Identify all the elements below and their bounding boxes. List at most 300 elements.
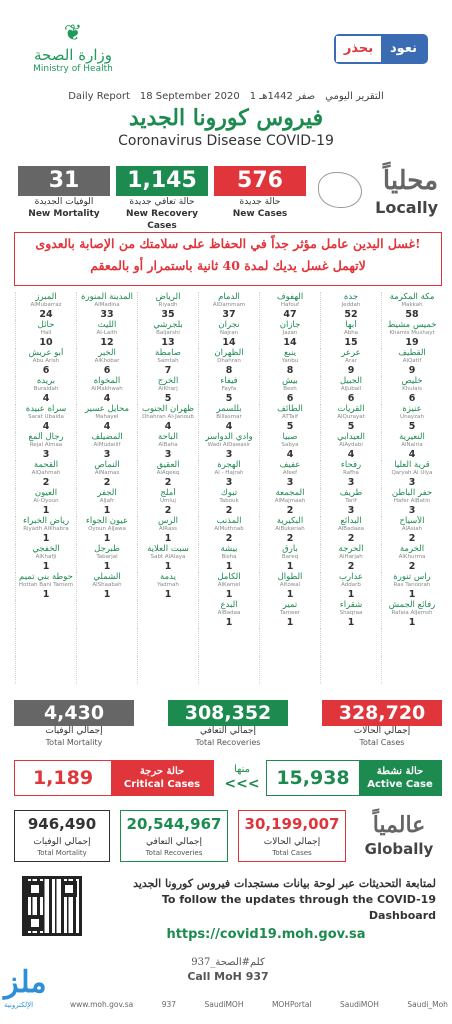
city-case-count: 1 bbox=[225, 561, 233, 572]
city-case-count: 4 bbox=[103, 421, 111, 432]
city-case-count bbox=[77, 617, 137, 628]
city-name-ar: رفائع الجمش bbox=[388, 600, 436, 610]
city-cell bbox=[198, 320, 259, 348]
city-cell bbox=[15, 516, 76, 544]
city-column bbox=[198, 292, 259, 684]
city-name-en: Sarat Ubaida bbox=[28, 414, 64, 420]
city-case-count: 2 bbox=[164, 505, 172, 516]
header bbox=[0, 0, 452, 90]
global-stats bbox=[14, 810, 442, 866]
city-name-ar: عرعر bbox=[341, 348, 361, 358]
city-name-en: Unayzah bbox=[400, 414, 424, 420]
city-case-count: 12 bbox=[100, 337, 114, 348]
city-cell bbox=[137, 292, 198, 320]
city-name-ar: أبها bbox=[345, 320, 357, 330]
new-recoveries-label-ar: حالة تعافي جديدة bbox=[129, 197, 195, 207]
social-links bbox=[70, 1000, 448, 1009]
city-name-en: AlJafr bbox=[99, 498, 115, 504]
city-name-en: AlRass bbox=[158, 526, 178, 532]
city-case-count: 3 bbox=[225, 477, 233, 488]
total-cases-box bbox=[322, 700, 442, 748]
city-name-ar: طريف bbox=[339, 488, 363, 498]
city-name-en: AlMubarraz bbox=[30, 302, 62, 308]
palm-swords-icon: ❦ bbox=[63, 21, 83, 46]
city-name-ar: المدينة المنورة bbox=[81, 292, 133, 302]
city-case-count: 8 bbox=[225, 365, 233, 376]
city-name-en: AlAqeeq bbox=[156, 470, 180, 476]
city-name-en: AlMudailif bbox=[93, 442, 121, 448]
city-case-count: 1 bbox=[103, 589, 111, 600]
city-name-en bbox=[321, 638, 381, 645]
city-cell bbox=[137, 516, 198, 544]
city-name-ar: النعيرية bbox=[399, 432, 425, 442]
global-mortality-label-en: Total Mortality bbox=[37, 849, 87, 857]
city-column bbox=[137, 292, 198, 684]
city-case-count: 5 bbox=[347, 421, 355, 432]
city-case-count: 15 bbox=[344, 337, 358, 348]
city-name-ar bbox=[382, 628, 442, 638]
city-case-count bbox=[16, 645, 76, 656]
moh-logo bbox=[18, 22, 128, 80]
new-recoveries-box bbox=[116, 166, 208, 231]
city-name-ar: بلجرشي bbox=[153, 320, 183, 330]
slogan-badge bbox=[334, 34, 428, 64]
city-cell bbox=[137, 460, 198, 488]
global-mortality-label-ar: إجمالي الوفيات bbox=[33, 837, 91, 847]
city-name-en: Dhahran Al-Janoub bbox=[142, 414, 194, 420]
city-name-ar: تمير bbox=[282, 600, 298, 610]
city-name-en: AlDammam bbox=[212, 302, 246, 308]
city-name-en: AlKhobar bbox=[94, 358, 120, 364]
city-name-ar: الخرج bbox=[157, 376, 179, 386]
city-name-en: Jeddah bbox=[341, 302, 361, 308]
report-label-en: Daily Report bbox=[68, 91, 130, 102]
city-cell bbox=[259, 376, 320, 404]
total-mortality-value: 4,430 bbox=[14, 700, 134, 726]
city-cell bbox=[259, 292, 320, 320]
city-name-ar: الكامل bbox=[217, 572, 241, 582]
city-name-ar: القريات bbox=[337, 404, 365, 414]
city-name-en: AlAsiah bbox=[401, 526, 423, 532]
city-name-en: Tameer bbox=[279, 610, 301, 616]
city-name-en: Al - Hajrah bbox=[214, 470, 244, 476]
total-recoveries-label-en: Total Recoveries bbox=[195, 738, 261, 747]
locally-label-en: Locally bbox=[375, 198, 438, 217]
city-cell bbox=[381, 572, 442, 600]
city-cell bbox=[198, 432, 259, 460]
city-case-count: 6 bbox=[347, 393, 355, 404]
city-name-en bbox=[138, 638, 198, 645]
city-case-count: 3 bbox=[408, 505, 416, 516]
city-cell bbox=[198, 292, 259, 320]
city-name-ar: المبرز bbox=[35, 292, 57, 302]
city-name-en bbox=[138, 610, 198, 617]
city-cell bbox=[259, 320, 320, 348]
city-case-count: 6 bbox=[103, 365, 111, 376]
city-case-count: 1 bbox=[164, 533, 172, 544]
city-name-en bbox=[199, 666, 259, 673]
city-case-count: 5 bbox=[164, 393, 172, 404]
report-titles bbox=[0, 90, 452, 150]
city-name-ar: خميس مشيط bbox=[387, 320, 437, 330]
city-name-ar: عفيف bbox=[279, 460, 301, 470]
city-name-ar: طبرجل bbox=[94, 544, 120, 554]
city-case-count: 1 bbox=[42, 589, 50, 600]
city-name-en: Al-Laith bbox=[96, 330, 118, 336]
city-name-en: Shaqraa bbox=[339, 610, 363, 616]
slogan-part1: نعود bbox=[381, 36, 426, 62]
city-cell bbox=[381, 656, 442, 684]
city-name-ar: مكة المكرمة bbox=[389, 292, 435, 302]
social-link[interactable]: 937 bbox=[161, 1000, 177, 1009]
city-case-count: 1 bbox=[286, 561, 294, 572]
city-name-ar: بريدة bbox=[36, 376, 56, 386]
city-name-en: AlHarjah bbox=[339, 554, 363, 560]
city-cell bbox=[15, 432, 76, 460]
locally-label-ar: محلياً bbox=[382, 166, 438, 196]
city-name-ar: العيدابي bbox=[337, 432, 365, 442]
city-case-count: 3 bbox=[225, 449, 233, 460]
social-link[interactable]: SaudiMOH bbox=[339, 1000, 379, 1009]
city-name-ar: الهفوف bbox=[276, 292, 304, 302]
city-name-en bbox=[382, 638, 442, 645]
city-name-en: Rafaia AlJemsh bbox=[391, 610, 433, 616]
city-case-count: 24 bbox=[39, 309, 53, 320]
city-case-count: 52 bbox=[344, 309, 358, 320]
city-cell bbox=[137, 432, 198, 460]
city-name-en: Arar bbox=[345, 358, 357, 364]
city-case-count: 47 bbox=[283, 309, 297, 320]
city-cell bbox=[76, 404, 137, 432]
global-recoveries-box bbox=[120, 810, 228, 862]
dashboard-section bbox=[14, 874, 442, 950]
local-stats bbox=[18, 166, 442, 231]
city-name-ar: الجبيل bbox=[339, 376, 362, 386]
city-name-ar: القطيف bbox=[398, 348, 426, 358]
city-cell bbox=[137, 628, 198, 656]
city-case-count: 1 bbox=[42, 533, 50, 544]
city-cell bbox=[320, 516, 381, 544]
city-cell bbox=[259, 628, 320, 656]
city-name-ar: القحمة bbox=[33, 460, 59, 470]
dashboard-text-en: To follow the updates through the COVID-19 Dashboard bbox=[161, 893, 436, 922]
city-case-count: 2 bbox=[347, 533, 355, 544]
global-recoveries-label-en: Total Recoveries bbox=[145, 849, 203, 857]
city-case-count: 4 bbox=[42, 393, 50, 404]
city-name-en: Hail bbox=[40, 330, 52, 336]
qr-corner-icon bbox=[27, 881, 43, 897]
report-date-row bbox=[0, 90, 452, 104]
city-case-count: 9 bbox=[408, 365, 416, 376]
city-case-count: 35 bbox=[161, 309, 175, 320]
city-name-ar: المضيلف bbox=[91, 432, 123, 442]
city-name-en: Abha bbox=[343, 330, 359, 336]
city-case-count: 1 bbox=[103, 533, 111, 544]
city-cell bbox=[259, 600, 320, 628]
city-name-en: AlKamel bbox=[217, 582, 241, 588]
from-them-label: منها bbox=[233, 764, 251, 775]
global-recoveries-label-ar: إجمالي التعافي bbox=[146, 837, 202, 847]
from-them-indicator bbox=[222, 764, 262, 792]
city-name-ar: بيش bbox=[282, 376, 298, 386]
city-cell bbox=[137, 600, 198, 628]
total-cases-label-ar: إجمالي الحالات bbox=[353, 726, 411, 736]
city-cell bbox=[320, 320, 381, 348]
city-case-count: 14 bbox=[283, 337, 297, 348]
city-name-ar: الأسياح bbox=[399, 516, 425, 526]
city-name-en: AlBaha bbox=[158, 442, 178, 448]
city-name-ar: الطوال bbox=[277, 572, 303, 582]
city-name-ar bbox=[16, 656, 76, 666]
active-cases-label bbox=[359, 761, 441, 795]
city-case-count: 6 bbox=[408, 393, 416, 404]
city-case-count: 6 bbox=[286, 393, 294, 404]
city-name-ar bbox=[138, 628, 198, 638]
city-name-ar: محايل عسير bbox=[84, 404, 130, 414]
global-cases-label-ar: إجمالي الحالات bbox=[263, 837, 321, 847]
city-name-ar: أبو عريش bbox=[28, 348, 64, 358]
critical-cases-label bbox=[111, 761, 213, 795]
city-cell bbox=[259, 656, 320, 684]
city-name-en: Wadi AlDawasir bbox=[207, 442, 251, 448]
city-name-ar: صبيا bbox=[282, 432, 298, 442]
city-name-en bbox=[382, 666, 442, 673]
city-name-en bbox=[260, 638, 320, 645]
city-cell bbox=[381, 544, 442, 572]
city-name-en: AlNairia bbox=[401, 442, 423, 448]
social-link[interactable]: MOHPortal bbox=[271, 1000, 312, 1009]
city-column bbox=[381, 292, 442, 684]
city-cell bbox=[320, 376, 381, 404]
city-column bbox=[15, 292, 76, 684]
city-case-count: 58 bbox=[405, 309, 419, 320]
city-name-en: AlAydabi bbox=[339, 442, 363, 448]
social-link[interactable]: Saudi_Moh bbox=[407, 1000, 448, 1009]
city-cell bbox=[381, 432, 442, 460]
city-cell bbox=[15, 292, 76, 320]
city-name-en bbox=[77, 666, 137, 673]
city-cell bbox=[381, 320, 442, 348]
dashboard-url-link[interactable]: https://covid19.moh.gov.sa bbox=[166, 927, 366, 942]
city-cell bbox=[320, 488, 381, 516]
city-case-count: 33 bbox=[100, 309, 114, 320]
city-case-count: 2 bbox=[103, 477, 111, 488]
city-name-en: Rafha bbox=[343, 470, 359, 476]
new-mortality-label-ar: الوفيات الجديدة bbox=[34, 197, 94, 207]
globally-label-ar: عالمياً bbox=[372, 812, 426, 838]
city-case-count: 2 bbox=[42, 477, 50, 488]
city-name-ar bbox=[260, 656, 320, 666]
city-cell bbox=[259, 544, 320, 572]
city-case-count: 5 bbox=[408, 421, 416, 432]
banner-line-1: غسل اليدين عامل مؤثر جداً في الحفاظ على سلامتك من الإصابة بالعدوى! bbox=[35, 236, 421, 251]
city-name-ar: خليص bbox=[401, 376, 423, 386]
city-name-en: Rejal Almaa bbox=[29, 442, 63, 448]
city-name-ar: عيون الجواء bbox=[85, 516, 129, 526]
city-name-en: AlQahmah bbox=[31, 470, 61, 476]
news-site-logo bbox=[4, 966, 70, 1020]
city-name-ar: سراة عبيدة bbox=[25, 404, 67, 414]
city-name-en: AlKharj bbox=[158, 386, 178, 392]
new-cases-label-en: New Cases bbox=[232, 209, 288, 219]
city-name-en: Samtah bbox=[157, 358, 179, 364]
city-name-en: Oyoun AlJawa bbox=[88, 526, 126, 532]
chevrons-left-icon: <<< bbox=[224, 776, 260, 792]
dashboard-text-ar: لمتابعة التحديثات عبر لوحة بيانات مستجدات فيروس كورونا الجديد bbox=[133, 877, 436, 890]
city-case-count: 9 bbox=[347, 365, 355, 376]
city-cell bbox=[76, 488, 137, 516]
city-name-ar: شقراء bbox=[339, 600, 363, 610]
city-case-count: 1 bbox=[408, 589, 416, 600]
city-cell bbox=[259, 516, 320, 544]
city-cell bbox=[137, 572, 198, 600]
city-cell bbox=[320, 460, 381, 488]
city-name-ar: الخفجي bbox=[32, 544, 60, 554]
total-recoveries-value: 308,352 bbox=[168, 700, 288, 726]
city-name-ar: النماص bbox=[94, 460, 120, 470]
city-name-en: Fayfa bbox=[221, 386, 237, 392]
city-name-ar: عنيزة bbox=[402, 404, 422, 414]
city-name-ar: الباحة bbox=[158, 432, 178, 442]
critical-cases-label-ar: حالة حرجة bbox=[139, 766, 185, 777]
global-cases-value: 30,199,007 bbox=[244, 815, 340, 833]
city-name-en: Hafouf bbox=[280, 302, 300, 308]
city-name-en: Riyadh bbox=[158, 302, 178, 308]
report-label-ar: التقرير اليومي bbox=[325, 91, 384, 102]
city-cell bbox=[198, 628, 259, 656]
city-case-count: 3 bbox=[103, 449, 111, 460]
title-ar: فيروس كورونا الجديد bbox=[128, 105, 324, 131]
city-cell bbox=[76, 348, 137, 376]
total-cases-value: 328,720 bbox=[322, 700, 442, 726]
total-mortality-label-en: Total Mortality bbox=[45, 738, 103, 747]
critical-cases-box bbox=[14, 760, 214, 796]
city-name-en: AlMadina bbox=[94, 302, 120, 308]
city-name-ar: سبت العلاية bbox=[147, 544, 189, 554]
qr-corner-icon bbox=[61, 881, 77, 897]
city-case-count: 1 bbox=[42, 561, 50, 572]
city-case-count bbox=[16, 673, 76, 684]
city-cell bbox=[76, 516, 137, 544]
city-cell bbox=[381, 460, 442, 488]
city-case-count: 2 bbox=[347, 561, 355, 572]
city-name-en: AlNamas bbox=[94, 470, 120, 476]
city-cell bbox=[381, 516, 442, 544]
city-name-en: AlMuthnab bbox=[214, 526, 244, 532]
total-recoveries-box bbox=[168, 700, 288, 748]
critical-cases-label-en: Critical Cases bbox=[123, 779, 201, 790]
city-case-count: 3 bbox=[408, 477, 416, 488]
city-case-count bbox=[321, 645, 381, 656]
city-name-ar: راس تنورة bbox=[393, 572, 431, 582]
city-case-count bbox=[138, 617, 198, 628]
hand-washing-banner bbox=[14, 232, 442, 286]
city-cell bbox=[259, 348, 320, 376]
city-cell bbox=[76, 292, 137, 320]
city-name-ar: رجال ألمع bbox=[28, 432, 64, 442]
city-name-ar bbox=[321, 656, 381, 666]
city-name-ar bbox=[77, 656, 137, 666]
new-mortality-label-en: New Mortality bbox=[28, 209, 100, 219]
city-name-ar: الحرجة bbox=[338, 544, 364, 554]
city-name-ar: حفر الباطن bbox=[391, 488, 433, 498]
social-link[interactable]: www.moh.gov.sa bbox=[70, 1000, 134, 1009]
city-name-ar: الرياض bbox=[155, 292, 181, 302]
new-mortality-box bbox=[18, 166, 110, 222]
city-cell bbox=[137, 404, 198, 432]
city-case-count: 13 bbox=[161, 337, 175, 348]
city-name-ar: رياض الخبراء bbox=[22, 516, 70, 526]
total-cases-label-en: Total Cases bbox=[359, 738, 405, 747]
city-name-en: Yadmah bbox=[157, 582, 179, 588]
city-name-en bbox=[77, 610, 137, 617]
city-case-count: 4 bbox=[42, 421, 50, 432]
city-name-ar: المذنب bbox=[216, 516, 242, 526]
city-cell bbox=[15, 572, 76, 600]
city-name-en: AlKhurma bbox=[398, 554, 426, 560]
city-name-en: Tabouk bbox=[219, 498, 239, 504]
city-case-count bbox=[77, 645, 137, 656]
city-name-ar: جازان bbox=[279, 320, 301, 330]
city-cell bbox=[381, 600, 442, 628]
city-case-count: 7 bbox=[164, 365, 172, 376]
globally-label bbox=[356, 810, 442, 864]
city-name-en: Ras Tanoorah bbox=[393, 582, 431, 588]
city-case-count: 2 bbox=[408, 533, 416, 544]
city-cell bbox=[198, 348, 259, 376]
city-cell bbox=[15, 600, 76, 628]
city-cell bbox=[76, 544, 137, 572]
city-name-ar bbox=[382, 656, 442, 666]
city-name-en bbox=[260, 666, 320, 673]
city-case-count: 2 bbox=[408, 561, 416, 572]
report-gregorian-date: 18 September 2020 bbox=[139, 91, 240, 102]
locally-label bbox=[318, 166, 438, 224]
city-case-count: 2 bbox=[286, 533, 294, 544]
total-recoveries-label-ar: إجمالي التعافي bbox=[200, 726, 256, 736]
city-case-count: 1 bbox=[164, 561, 172, 572]
city-name-ar: الخرمة bbox=[399, 544, 425, 554]
city-cell bbox=[259, 572, 320, 600]
city-name-ar: المجمعة bbox=[275, 488, 305, 498]
city-name-ar: ينبع bbox=[283, 348, 297, 358]
city-name-en bbox=[138, 666, 198, 673]
city-name-ar: بارق bbox=[282, 544, 298, 554]
total-mortality-label-ar: إجمالي الوفيات bbox=[45, 726, 103, 736]
active-cases-value: 15,938 bbox=[276, 767, 350, 789]
city-name-ar: صامطة bbox=[155, 348, 181, 358]
call-moh-en: Call MoH 937 bbox=[187, 970, 269, 983]
city-name-en: AlMakhwah bbox=[91, 386, 123, 392]
city-case-count: 1 bbox=[225, 617, 233, 628]
qr-corner-icon bbox=[27, 915, 43, 931]
city-name-en bbox=[321, 666, 381, 673]
city-name-ar: البكيرية bbox=[276, 516, 304, 526]
call-section bbox=[14, 956, 442, 988]
city-name-en: Bareq bbox=[281, 554, 299, 560]
qr-code-icon[interactable] bbox=[22, 876, 82, 936]
social-link[interactable]: SaudiMOH bbox=[204, 1000, 244, 1009]
city-name-en bbox=[16, 638, 76, 645]
new-cases-label-ar: حالة جديدة bbox=[239, 197, 281, 207]
city-name-ar: أملج bbox=[160, 488, 176, 498]
city-name-en: AlQatif bbox=[402, 358, 422, 364]
city-cell bbox=[198, 376, 259, 404]
city-case-count: 1 bbox=[408, 617, 416, 628]
city-name-en bbox=[77, 638, 137, 645]
title-en: Coronavirus Disease COVID-19 bbox=[118, 133, 334, 149]
city-cell bbox=[15, 376, 76, 404]
